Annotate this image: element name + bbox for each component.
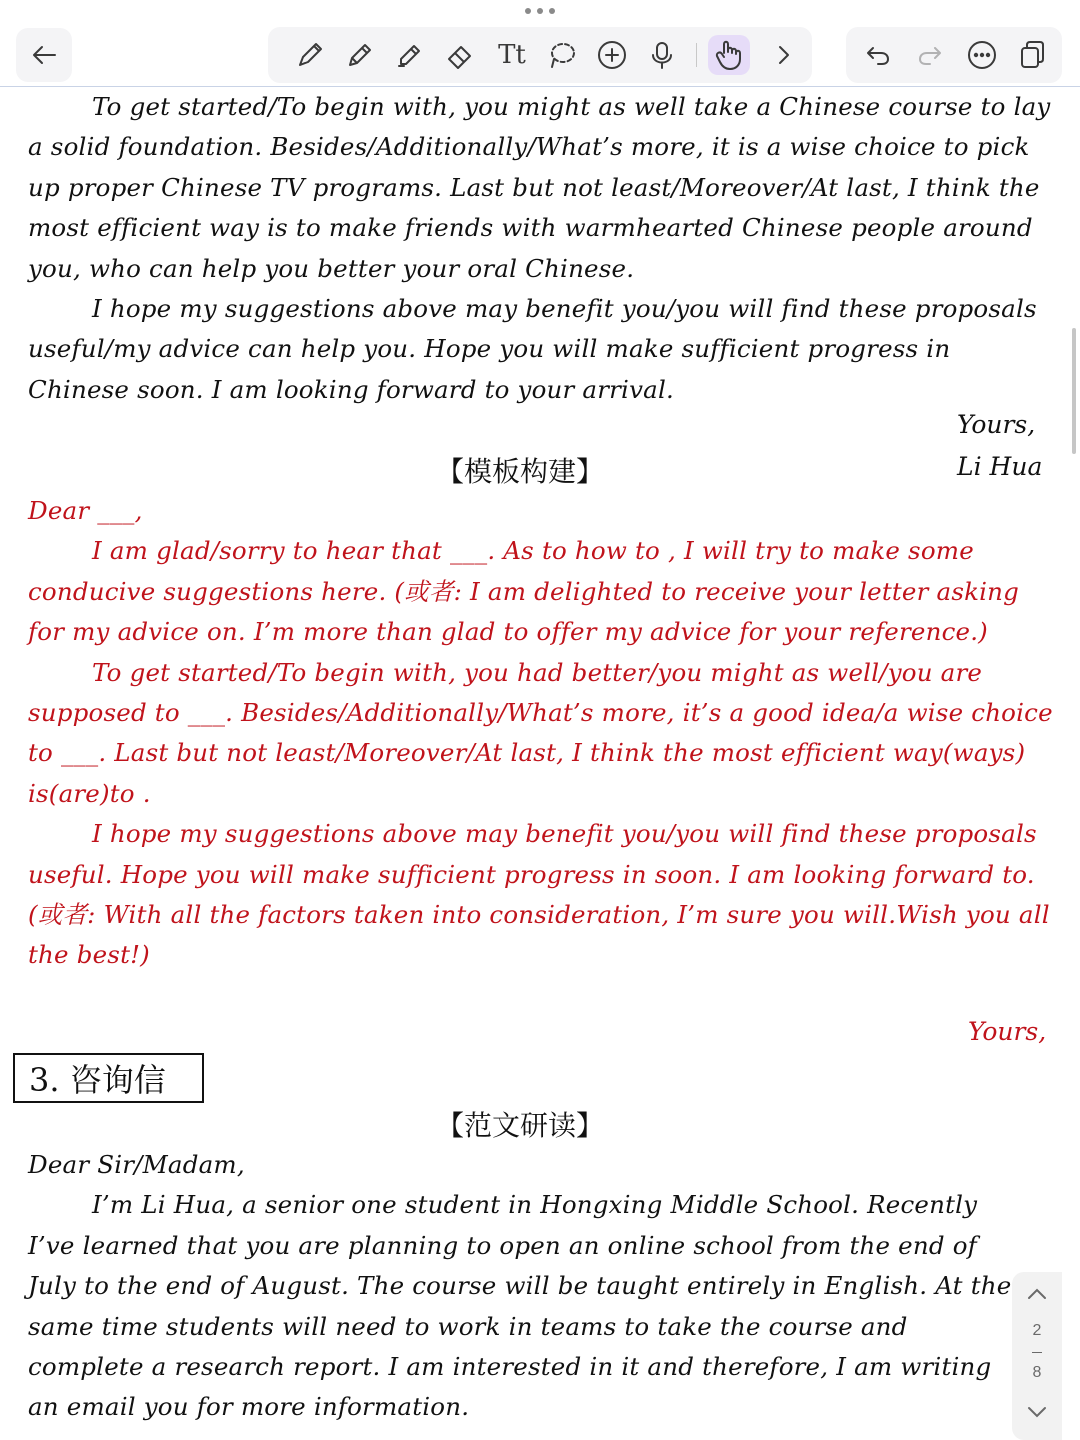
add-icon[interactable] bbox=[592, 27, 632, 83]
page-fraction-divider bbox=[1032, 1352, 1042, 1353]
microphone-icon[interactable] bbox=[642, 27, 682, 83]
sample-greeting: Dear Sir/Madam, bbox=[28, 1150, 245, 1179]
page-navigator bbox=[1012, 1272, 1062, 1440]
template-heading: 【模板构建】 bbox=[436, 455, 605, 488]
template-paragraph-3: I hope my suggestions above may benefit you/you will find these proposals useful. Hope you will make sufficient progress in soon. I am looking forward to. (或者: With all the factors taken into consideration, I’m sure you will.Wish you all the best!) bbox=[28, 819, 1050, 970]
pen-icon[interactable] bbox=[290, 27, 330, 83]
sample-letter bbox=[28, 1145, 1013, 1428]
section-title: 3. 咨询信 bbox=[13, 1053, 204, 1103]
highlighter-icon[interactable] bbox=[390, 27, 430, 83]
scrollbar-thumb[interactable] bbox=[1072, 328, 1076, 454]
letter-body-top bbox=[28, 87, 1058, 410]
template-paragraph-2: To get started/To begin with, you had better/you might as well/you are supposed to ___. Besides/Additionally/What’s more, it’s a good idea/a wise choice to ___. Last but not least/Moreover/At last, I think the most efficient way(ways) is(are)to . bbox=[28, 657, 1053, 808]
toolbar-divider bbox=[696, 43, 697, 67]
template-paragraph-1: I am glad/sorry to hear that ___. As to how to , I will try to make some conducive suggestions here. (或者: I am delighted to receive your letter asking for my advice on. I’m more than glad to offer my advice for your reference.) bbox=[28, 536, 1020, 647]
text-tool-icon[interactable]: Tt bbox=[498, 40, 526, 70]
paragraph-suggestions: To get started/To begin with, you might as well take a Chinese course to lay a solid foundation. Besides/Additionally/What’s more, it is a wise choice to pick up proper Chinese TV programs. Last but not least/Moreover/At last, I think the most efficient way is to make friends with warmhearted Chinese people around you, who can help you better your oral Chinese. bbox=[28, 92, 1051, 283]
touch-hand-icon bbox=[708, 27, 750, 83]
window-grab-handle[interactable] bbox=[525, 8, 555, 18]
template-body bbox=[28, 491, 1058, 976]
current-page-number: 2 bbox=[1032, 1322, 1042, 1339]
sample-heading: 【范文研读】 bbox=[436, 1109, 605, 1142]
pages-icon[interactable] bbox=[1012, 27, 1052, 83]
total-page-number: 8 bbox=[1032, 1364, 1042, 1381]
drawing-toolbar bbox=[268, 27, 812, 83]
template-closing-yours: Yours, bbox=[968, 1017, 1047, 1046]
lasso-icon[interactable] bbox=[542, 27, 582, 83]
back-button[interactable] bbox=[16, 28, 72, 82]
chevron-up-icon[interactable] bbox=[1025, 1284, 1049, 1304]
signature-li-hua: Li Hua bbox=[957, 452, 1043, 481]
pencil-icon[interactable] bbox=[340, 27, 380, 83]
undo-icon[interactable] bbox=[858, 27, 898, 83]
template-greeting: Dear ___, bbox=[28, 496, 143, 525]
chevron-down-icon[interactable] bbox=[1025, 1402, 1049, 1422]
more-icon[interactable] bbox=[962, 27, 1002, 83]
arrow-left-icon bbox=[16, 28, 72, 82]
closing-yours: Yours, bbox=[957, 410, 1036, 439]
sample-paragraph-1: I’m Li Hua, a senior one student in Hongxing Middle School. Recently I’ve learned that you are planning to open an online school from the end of July to the end of August. The course will be taught entirely in English. At the same time students will need to work in teams to take the course and complete a research report. I am interested in it and therefore, I am writing an email you for more information. bbox=[28, 1190, 1012, 1422]
actions-toolbar bbox=[846, 27, 1062, 83]
eraser-icon[interactable] bbox=[440, 27, 480, 83]
redo-icon[interactable] bbox=[910, 27, 950, 83]
paragraph-closing-wishes: I hope my suggestions above may benefit you/you will find these proposals useful/my advice can help you. Hope you will make sufficient progress in Chinese soon. I am looking forward to your arrival. bbox=[28, 294, 1037, 404]
chevron-right-icon[interactable] bbox=[766, 27, 802, 83]
